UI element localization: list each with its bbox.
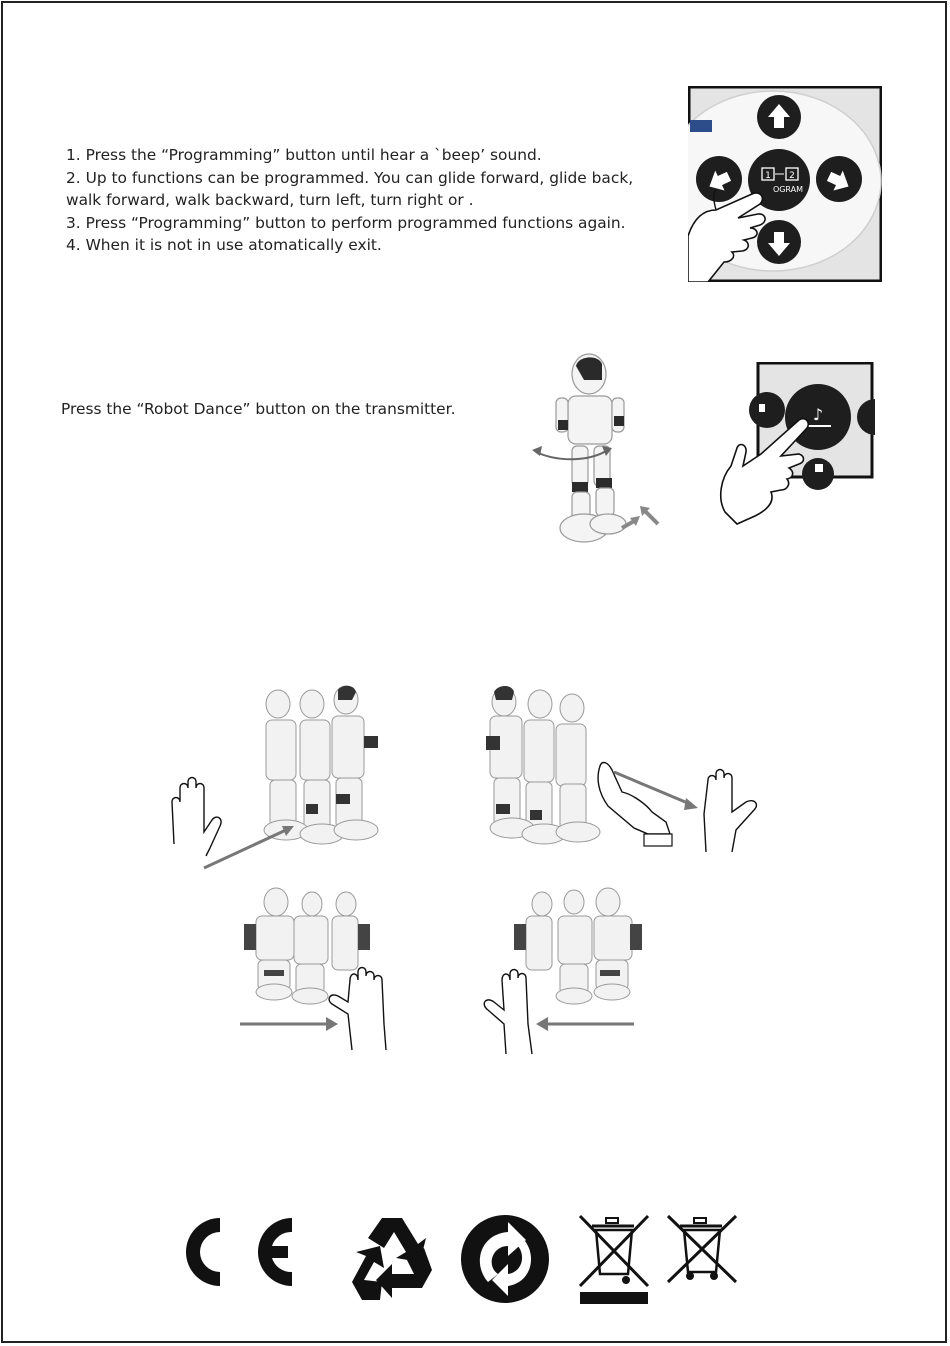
green-dot-icon [458,1212,552,1306]
gesture-robots-right [236,884,394,1052]
right-button [816,156,862,202]
move-arrows-icon [622,506,658,528]
open-hand-icon [704,770,756,853]
ce-mark [164,1212,296,1292]
dance-instruction: Press the “Robot Dance” button on the transmitter. [61,400,456,418]
gesture-robots-forward [166,684,396,874]
weee-bin-bar-icon [578,1212,650,1306]
open-hand-icon [329,968,386,1051]
weee-bin-icon [666,1212,738,1284]
gesture-robots-backward [484,684,768,856]
remote-program-illustration [688,86,882,282]
dancing-robot-illustration [528,350,668,550]
program-digit-1: 1 [765,171,771,181]
programming-step-2: 2. Up to functions can be programmed. You can glide forward, glide back, [66,168,634,187]
remote-dance-illustration [715,362,875,530]
brand-logo [690,120,712,132]
pushing-hand-icon [598,763,672,846]
robot-figure [556,354,626,542]
programming-step-1: 1. Press the “Programming” button until hear a `beep’ sound. [66,146,542,164]
programming-step-3: 3. Press “Programming” button to perform programmed functions again. [66,213,626,232]
svg-text:♪: ♪ [812,405,824,424]
programming-step-2-cont: walk forward, walk backward, turn left, turn right or . [66,191,474,210]
up-button [757,95,801,139]
recycle-icon [340,1214,440,1306]
gesture-robots-left [470,884,650,1056]
left-button [696,156,742,202]
program-digit-2: 2 [789,171,795,181]
open-hand-icon [484,970,532,1055]
open-hand-icon [172,778,221,857]
program-button-label: OGRAM [772,185,804,194]
down-button [757,220,801,264]
programming-step-4: 4. When it is not in use atomatically exit. [66,236,382,255]
programming-instructions [66,144,633,257]
